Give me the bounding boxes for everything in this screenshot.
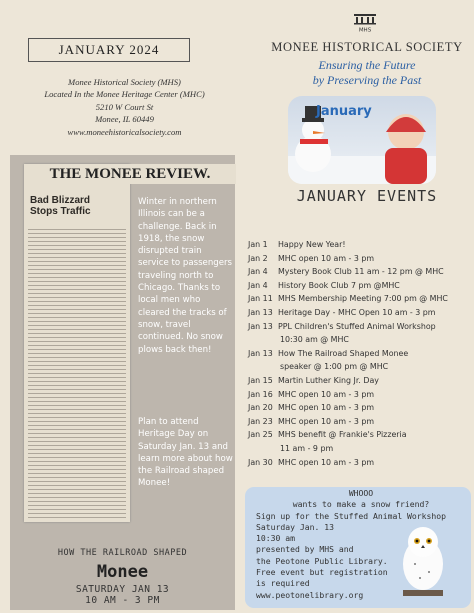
event-text: Mystery Book Club 11 am - 12 pm @ MHC <box>278 267 444 277</box>
event-text: MHC open 10 am - 3 pm <box>278 389 375 399</box>
event-text: MHC open 10 am - 3 pm <box>278 403 375 413</box>
event-date: Jan 4 <box>248 267 268 277</box>
event-date <box>248 360 278 374</box>
event-row <box>248 360 474 374</box>
event-row <box>248 347 474 361</box>
photo-title: January <box>316 104 372 119</box>
logo-text: MHS <box>358 27 372 33</box>
workshop-library: the Peotone Public Library. <box>256 555 388 566</box>
event-date: Jan 23 <box>248 416 273 426</box>
event-row <box>248 320 474 334</box>
event-row <box>248 401 474 415</box>
event-date: Jan 16 <box>248 389 273 399</box>
story-text: Winter in northern Illinois can be a challenge. Back in 1918, the snow disrupted train service to passengers traveling north to Chicago. Thanks to local men who cleared the tracks of snow, travel continued. No snow plows back then! <box>138 197 233 355</box>
events-list <box>248 238 474 469</box>
railroad-date <box>10 584 235 606</box>
event-text: MHC open 10 am - 3 pm <box>278 253 375 263</box>
event-text: How The Railroad Shaped Monee <box>278 348 409 358</box>
event-text: Happy New Year! <box>278 240 346 249</box>
event-row <box>248 415 474 429</box>
newspaper-headline <box>30 195 125 217</box>
workshop-required: is required <box>256 578 310 589</box>
month-title: JANUARY 2024 <box>28 38 190 62</box>
event-text: 11 am - 9 pm <box>280 443 334 453</box>
event-row <box>248 252 474 266</box>
workshop-free: Free event but registration <box>256 567 388 578</box>
event-row <box>248 333 474 347</box>
event-date: Jan 13 <box>248 307 273 317</box>
event-text: speaker @ 1:00 pm @ MHC <box>280 362 389 372</box>
event-text: MHS Membership Meeting 7:00 pm @ MHC <box>278 294 448 304</box>
website-link[interactable]: www.moneehistoricalsociety.com <box>67 126 182 137</box>
event-date <box>248 442 278 456</box>
event-date: Jan 20 <box>248 403 273 413</box>
street-line: 5210 W Court St <box>95 101 154 112</box>
location-line: Located In the Monee Heritage Center (MHC) <box>44 89 205 100</box>
workshop-text <box>256 488 466 601</box>
headline-line-1: Bad Blizzard <box>30 195 91 206</box>
events-heading: JANUARY EVENTS <box>296 187 438 205</box>
railroad-title: Monee <box>96 562 149 582</box>
snowman-photo <box>288 96 436 184</box>
event-date: Jan 15 <box>248 375 273 385</box>
event-text: MHC open 10 am - 3 pm <box>278 457 375 467</box>
event-text: Martin Luther King Jr. Day <box>278 375 379 385</box>
tagline-line-1: Ensuring the Future <box>318 58 416 72</box>
event-date: Jan 25 <box>248 430 273 440</box>
event-row <box>248 374 474 388</box>
event-row <box>248 238 474 252</box>
event-text: MHC open 10 am - 3 pm <box>278 416 375 426</box>
workshop-question: wants to make a snow friend? <box>292 499 430 510</box>
city-line: Monee, IL 60449 <box>95 114 154 125</box>
event-text: History Book Club 7 pm @MHC <box>278 280 400 290</box>
event-text: 10:30 am @ MHC <box>280 335 349 345</box>
headline-line-2: Stops Traffic <box>30 206 91 217</box>
event-date: Jan 4 <box>248 280 268 290</box>
event-row <box>248 428 474 442</box>
plan-text: Plan to attend Heritage Day on Saturday Jan. 13 and learn more about how the Railroad shaped Monee! <box>138 417 233 489</box>
event-date: Jan 13 <box>248 348 273 358</box>
tagline-line-2: by Preserving the Past <box>312 73 422 87</box>
workshop-link[interactable]: www.peotonelibrary.org <box>256 589 364 600</box>
event-row <box>248 306 474 320</box>
event-text: Heritage Day - MHC Open 10 am - 3 pm <box>278 307 436 317</box>
org-line: Monee Historical Society (MHS) <box>68 77 181 87</box>
newspaper-masthead: THE MONEE REVIEW. <box>24 164 236 184</box>
railroad-day: SATURDAY JAN 13 <box>75 584 170 595</box>
event-row <box>248 456 474 470</box>
workshop-date: Saturday Jan. 13 <box>256 521 334 532</box>
org-name: MONEE HISTORICAL SOCIETY <box>271 40 463 54</box>
workshop-time: 10:30 am <box>256 533 295 544</box>
railroad-label: HOW THE RAILROAD SHAPED <box>57 548 188 558</box>
mhs-logo <box>352 11 378 33</box>
event-row <box>248 442 474 456</box>
event-row <box>248 265 474 279</box>
event-date: Jan 13 <box>248 321 273 331</box>
event-date: Jan 1 <box>248 240 268 249</box>
event-date: Jan 2 <box>248 253 268 263</box>
newspaper-text-columns <box>28 226 126 518</box>
event-text: PPL Children's Stuffed Animal Workshop <box>278 321 436 331</box>
address-block <box>12 76 237 138</box>
workshop-signup: Sign up for the Stuffed Animal Workshop <box>256 510 447 521</box>
tagline <box>262 58 472 88</box>
railroad-time: 10 AM - 3 PM <box>85 595 160 606</box>
workshop-whooo: WHOOO <box>348 488 374 498</box>
event-date: Jan 11 <box>248 294 273 304</box>
workshop-presented: presented by MHS and <box>256 544 354 555</box>
event-date <box>248 333 278 347</box>
event-date: Jan 30 <box>248 457 273 467</box>
event-row <box>248 279 474 293</box>
event-text: MHS benefit @ Frankie's Pizzeria <box>278 430 407 440</box>
event-row <box>248 388 474 402</box>
event-row <box>248 292 474 306</box>
